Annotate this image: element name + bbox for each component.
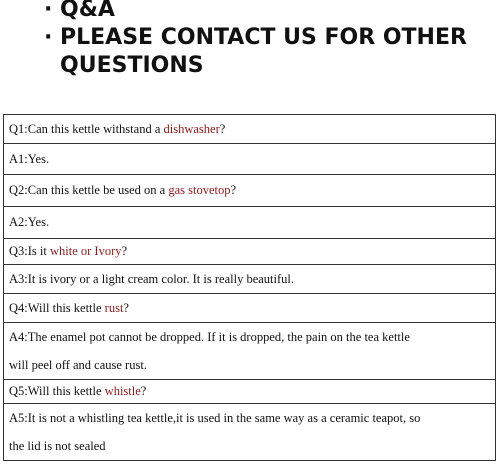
bullet-dot: ·	[44, 0, 53, 22]
answer-line: A5:It is not a whistling tea kettle,it is used in the same way as a ceramic teapot, so	[9, 411, 421, 425]
question-text: Q2:Can this kettle be used on a	[9, 183, 169, 197]
table-row	[4, 207, 496, 239]
table-row	[4, 115, 496, 144]
question-4	[4, 294, 496, 323]
table-row	[4, 380, 496, 404]
question-text: Q3:Is it	[9, 244, 50, 258]
heading-qa	[44, 0, 115, 23]
question-1	[4, 115, 496, 144]
question-highlight: dishwasher	[163, 121, 220, 136]
question-highlight: gas stovetop	[168, 183, 231, 197]
table-row	[4, 404, 496, 461]
table-row	[4, 265, 496, 294]
question-5	[4, 380, 496, 404]
table-row	[4, 323, 496, 380]
answer-2: A2:Yes.	[4, 207, 496, 239]
table-row	[4, 175, 496, 207]
heading-contact-continued: QUESTIONS	[60, 53, 204, 78]
question-suffix: ?	[140, 384, 147, 398]
table-row	[4, 294, 496, 323]
table-row	[4, 144, 496, 175]
question-highlight: rust	[104, 300, 124, 315]
question-suffix: ?	[219, 121, 226, 136]
question-2	[4, 175, 496, 207]
question-3	[4, 239, 496, 265]
question-text: Q1:Can this kettle withstand a	[9, 121, 164, 136]
heading-contact	[44, 25, 467, 51]
answer-5	[4, 404, 496, 461]
answer-4	[4, 323, 496, 380]
question-highlight: white or Ivory	[49, 244, 122, 258]
answer-line: A4:The enamel pot cannot be dropped. If it is dropped, the pain on the tea kettle	[9, 330, 410, 344]
heading-qa-text: Q&A	[60, 0, 115, 22]
answer-line: will peel off and cause rust.	[9, 358, 147, 372]
question-text: Q5:Will this kettle	[9, 384, 105, 398]
question-suffix: ?	[121, 244, 128, 258]
answer-1: A1:Yes.	[4, 144, 496, 175]
question-suffix: ?	[123, 300, 129, 315]
question-highlight: whistle	[104, 384, 141, 398]
question-text: Q4:Will this kettle	[9, 300, 105, 315]
answer-line: the lid is not sealed	[9, 439, 106, 453]
bullet-dot: ·	[44, 25, 53, 50]
qa-table	[3, 114, 496, 461]
question-suffix: ?	[230, 183, 237, 197]
heading-contact-text: PLEASE CONTACT US FOR OTHER	[60, 25, 467, 50]
answer-3: A3:It is ivory or a light cream color. It is really beautiful.	[4, 265, 496, 294]
table-row	[4, 239, 496, 265]
